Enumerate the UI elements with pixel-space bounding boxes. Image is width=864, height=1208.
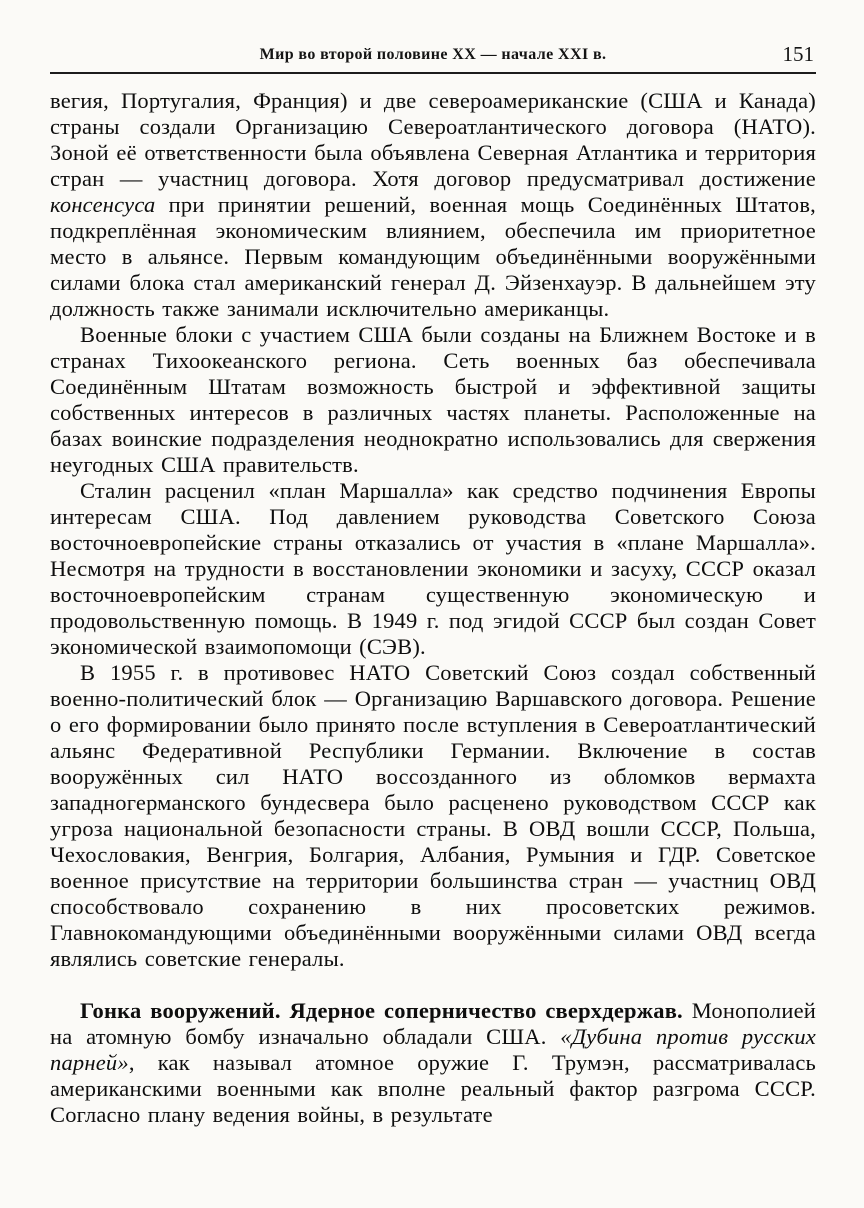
header-rule xyxy=(50,72,816,74)
emphasis-text: консенсуса xyxy=(50,192,156,217)
text-run: Сталин расценил «план Маршалла» как средство подчинения Европы интересам США. Под давлением руководства Советского Союза восточноевропейские страны отказались от участия в «плане Маршалла». Несмотря на трудности в восстановлении экономики и засуху, СССР оказал восточноевропейским странам существенную экономическую и продовольственную помощь. В 1949 г. под эгидой СССР был создан Совет экономической взаимопомощи (СЭВ). xyxy=(50,478,816,659)
text-run: вегия, Португалия, Франция) и две североамериканские (США и Канада) страны создали Организацию Североатлантического договора (НАТО). Зоной её ответственности была объявлена Северная Атлантика и территория стран — участниц договора. Хотя договор предусматривал достижение xyxy=(50,88,816,191)
running-head: Мир во второй половине XX — начале XXI в. xyxy=(259,46,607,63)
text-run: Монополией на атомную бомбу изначально обладали США. xyxy=(50,998,816,1049)
page-body xyxy=(50,88,816,1128)
paragraph-lead-bold: Гонка вооружений. Ядерное соперничество сверхдержав. xyxy=(80,998,692,1023)
paragraph xyxy=(50,322,816,478)
text-run: Военные блоки с участием США были созданы на Ближнем Востоке и в странах Тихоокеанского региона. Сеть военных баз обеспечивала Соединённым Штатам возможность быстрой и эффективной защиты собственных интересов в различных частях планеты. Расположенные на базах воинские подразделения неоднократно использовались для свержения неугодных США правительств. xyxy=(50,322,816,477)
paragraph xyxy=(50,88,816,322)
text-run: В 1955 г. в противовес НАТО Советский Союз создал собственный военно-политический блок — Организацию Варшавского договора. Решение о его формировании было принято после вступления в Североатлантический альянс Федеративной Республики Германии. Включение в состав вооружённых сил НАТО воссозданного из обломков вермахта западногерманского бундесвера было расценено руководством СССР как угроза национальной безопасности страны. В ОВД вошли СССР, Польша, Чехословакия, Венгрия, Болгария, Албания, Румыния и ГДР. Советское военное присутствие на территории большинства стран — участниц ОВД способствовало сохранению в них просоветских режимов. Главнокомандующими объединёнными вооружёнными силами ОВД всегда являлись советские генералы. xyxy=(50,660,816,971)
emphasis-text: «Дубина против русских парней» xyxy=(50,1024,816,1075)
page-number: 151 xyxy=(782,42,814,66)
text-run: при принятии решений, военная мощь Соединённых Штатов, подкреплённая экономическим влиянием, обеспечила им приоритетное место в альянсе. Первым командующим объединёнными вооружёнными силами блока стал американский генерал Д. Эйзенхауэр. В дальнейшем эту должность также занимали исключительно американцы. xyxy=(50,192,816,321)
paragraph xyxy=(50,998,816,1128)
paragraph xyxy=(50,478,816,660)
text-run: , как называл атомное оружие Г. Трумэн, рассматривалась американскими военными как вполне реальный фактор разгрома СССР. Согласно плану ведения войны, в результате xyxy=(50,1050,816,1127)
paragraph xyxy=(50,660,816,972)
page-header xyxy=(50,44,816,68)
